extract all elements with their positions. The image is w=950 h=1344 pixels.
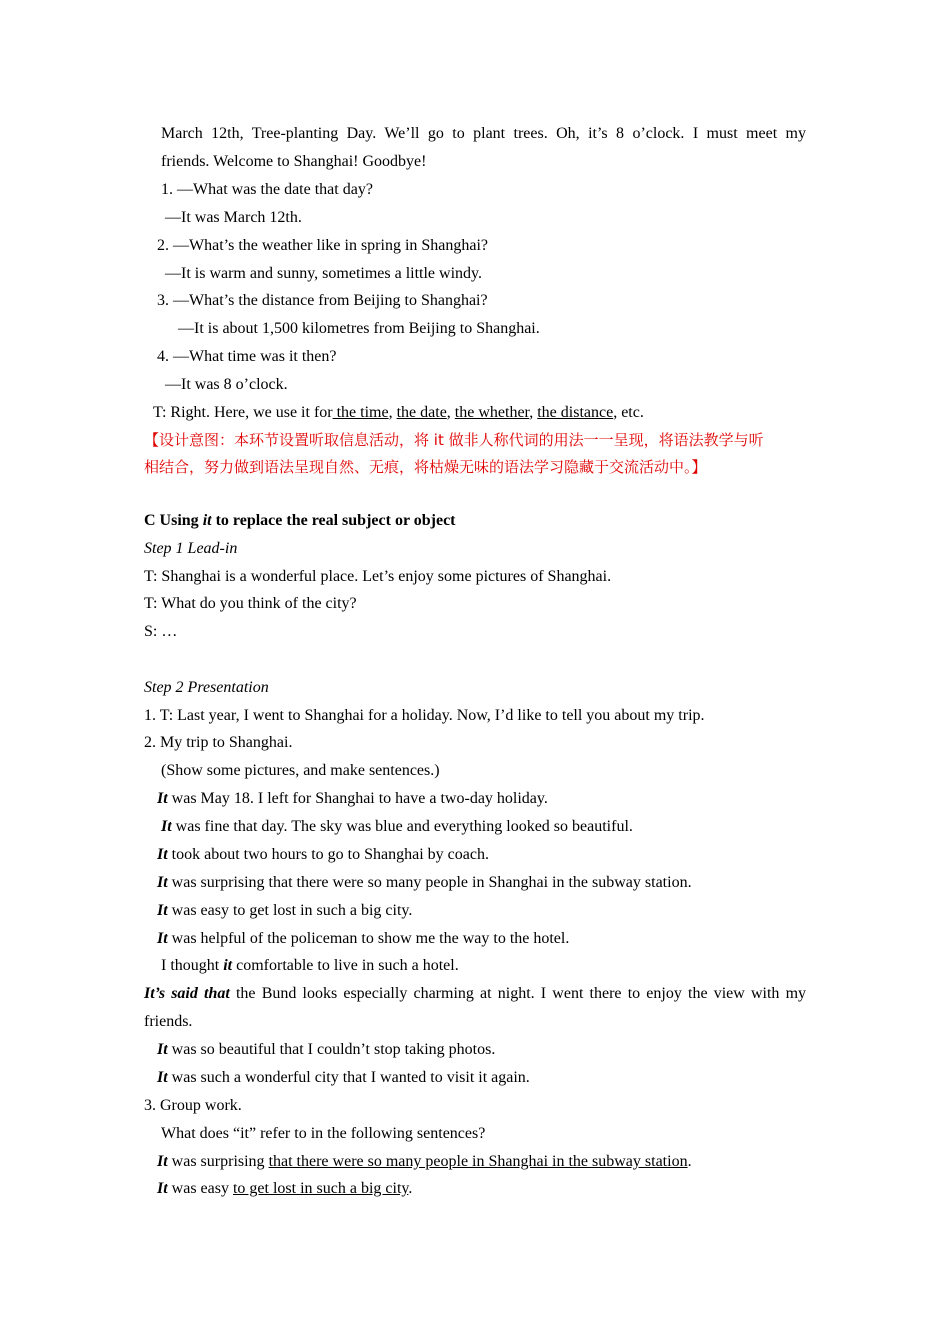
intro-line-1: March 12th, Tree-planting Day. We’ll go to plant trees. Oh, it’s 8 o’clock. I must meet my [161,125,806,142]
sentence-3 [157,845,489,865]
sentence-8-line-2: friends. [144,1013,193,1030]
sentence-text: I thought [161,957,224,974]
sentence-text: comfortable to live in such a hotel. [232,957,459,974]
sentence-text: took about two hours to go to Shanghai by coach. [167,846,489,863]
sentence-text: was such a wonderful city that I wanted to visit it again. [167,1069,530,1086]
sentence-5 [157,901,412,921]
underlined-time: the time [332,404,389,421]
underlined-distance: the distance [537,404,614,421]
step2-title: Step 2 Presentation [144,679,269,696]
step2-show-note: (Show some pictures, and make sentences.) [161,762,440,779]
teacher-note-suffix: , etc. [613,404,644,421]
sentence-text: was fine that day. The sky was blue and everything looked so beautiful. [171,818,633,835]
sentence-4 [157,873,692,893]
step2-item-2: 2. My trip to Shanghai. [144,734,293,751]
step1-line-2: T: What do you think of the city? [144,595,357,612]
it-word: It [161,818,172,835]
qa-answer-3: —It is about 1,500 kilometres from Beijing to Shanghai. [178,320,540,337]
design-intent-line-2: 相结合，努力做到语法呈现自然、无痕，将枯燥无味的语法学习隐藏于交流活动中。】 [144,458,707,476]
section-c-rest: to replace the real subject or object [211,512,456,529]
sentence-7 [161,956,459,976]
qa-question-2: 2. —What’s the weather like in spring in Shanghai? [157,237,489,254]
sentence-text: was easy to get lost in such a big city. [167,902,413,919]
it-word: It [157,1180,168,1197]
sentence-10 [157,1068,530,1088]
step1-title: Step 1 Lead-in [144,540,238,557]
underlined-date: the date [396,404,447,421]
it-word: It [157,1069,168,1086]
step2-item-1: 1. T: Last year, I went to Shanghai for a holiday. Now, I’d like to tell you about my trip. [144,707,705,724]
separator: , [446,404,455,421]
sentence-text: was May 18. I left for Shanghai to have a two-day holiday. [167,790,548,807]
sentence-1 [157,789,548,809]
it-word: It [157,874,168,891]
sentence-2 [161,817,633,837]
teacher-note [153,403,644,423]
group-sentence-2 [157,1179,412,1199]
teacher-note-prefix: T: Right. Here, we use it for [153,404,333,421]
it-word: It [157,930,168,947]
qa-answer-1: —It was March 12th. [165,209,302,226]
it-word: it [223,957,233,974]
it-word: It [157,790,168,807]
it-word: It [157,1041,168,1058]
step1-line-3: S: … [144,623,178,640]
qa-answer-4: —It was 8 o’clock. [165,376,288,393]
sentence-text: was so beautiful that I couldn’t stop taking photos. [167,1041,496,1058]
sentence-text: was surprising that there were so many people in Shanghai in the subway station. [167,874,692,891]
design-intent-line-1: 【设计意图：本环节设置听取信息活动，将 it 做非人称代词的用法一一呈现，将语法教学与听 [144,431,764,449]
step1-line-1: T: Shanghai is a wonderful place. Let’s enjoy some pictures of Shanghai. [144,568,612,585]
qa-question-3: 3. —What’s the distance from Beijing to Shanghai? [157,292,488,309]
separator: , [529,404,538,421]
sentence-text: . [408,1180,413,1197]
sentence-text: was surprising [167,1153,269,1170]
real-subject-underlined: to get lost in such a big city [232,1180,409,1197]
sentence-text: was easy [167,1180,233,1197]
sentence-text: was helpful of the policeman to show me the way to the hotel. [167,930,570,947]
sentence-6 [157,929,569,949]
qa-question-4: 4. —What time was it then? [157,348,337,365]
sentence-text: . [687,1153,692,1170]
underlined-whether: the whether [454,404,530,421]
intro-line-2: friends. Welcome to Shanghai! Goodbye! [161,153,427,170]
section-c-label: C Using [144,512,203,529]
real-subject-underlined: that there were so many people in Shanghai in the subway station [268,1153,688,1170]
sentence-text: the Bund looks especially charming at night. I went there to enjoy the view with my [229,985,807,1002]
section-c-it: it [202,512,212,529]
it-word: It [157,846,168,863]
separator: , [388,404,397,421]
sentence-8-line-1 [144,984,806,1004]
it-word: It [157,902,168,919]
qa-answer-2: —It is warm and sunny, sometimes a little windy. [165,265,482,282]
section-c-heading [144,511,456,531]
step2-item-3: 3. Group work. [144,1097,242,1114]
qa-question-1: 1. —What was the date that day? [161,181,373,198]
sentence-9 [157,1040,495,1060]
it-word: It [157,1153,168,1170]
group-sentence-1 [157,1152,692,1172]
its-said-that: It’s said that [144,985,230,1002]
group-work-question: What does “it” refer to in the following sentences? [161,1125,486,1142]
